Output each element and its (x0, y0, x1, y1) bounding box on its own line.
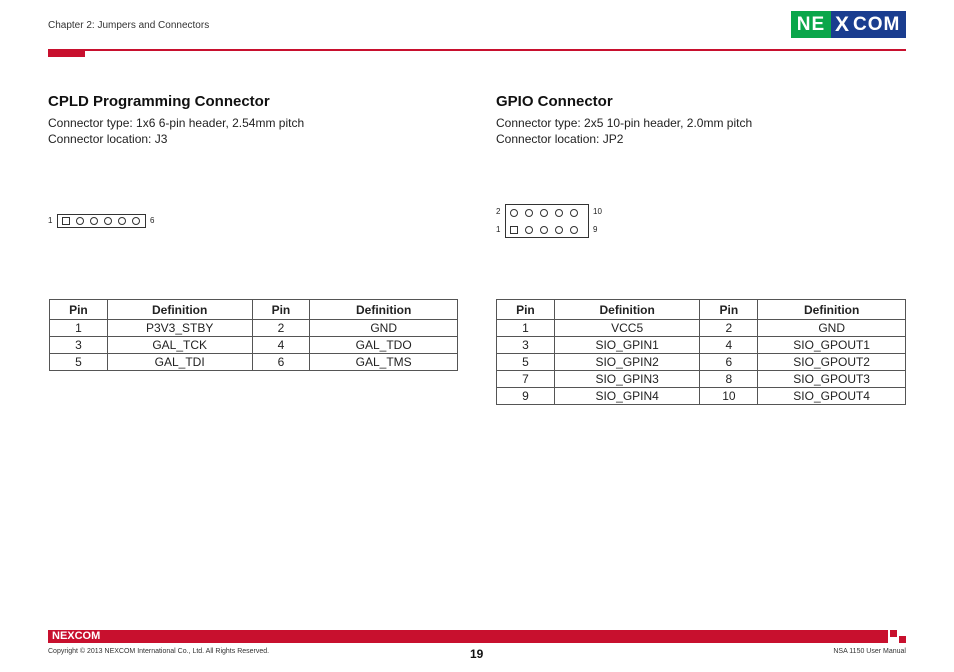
gpio-description (496, 115, 752, 147)
table-cell: 10 (700, 388, 758, 405)
table-header-row (497, 300, 906, 320)
footer-logo: NEXCOM (52, 630, 101, 642)
table-cell: 2 (252, 320, 310, 337)
table-cell: 7 (497, 371, 555, 388)
cpld-pin (90, 217, 98, 225)
cpld-pin (118, 217, 126, 225)
cpld-pin-table (49, 299, 458, 371)
table-cell: SIO_GPIN2 (554, 354, 700, 371)
chapter-title: Chapter 2: Jumpers and Connectors (48, 20, 210, 31)
gpio-pin-table (496, 299, 906, 405)
page-number: 19 (470, 647, 484, 661)
logo-ne: NE (791, 11, 831, 38)
column-header: Pin (50, 300, 108, 320)
gpio-pin (555, 226, 563, 234)
footer-bar (48, 630, 906, 643)
nexcom-logo (791, 11, 906, 38)
table-cell: 4 (700, 337, 758, 354)
table-row (497, 320, 906, 337)
table-row (50, 337, 458, 354)
column-header: Pin (497, 300, 555, 320)
gpio-pin (510, 209, 518, 217)
table-header-row (50, 300, 458, 320)
table-cell: GAL_TDO (310, 337, 458, 354)
column-header: Definition (310, 300, 458, 320)
table-cell: 9 (497, 388, 555, 405)
column-header: Definition (554, 300, 700, 320)
footer-square-icon (899, 636, 906, 643)
gpio-pin-label-2: 2 (496, 207, 501, 216)
table-cell: 5 (50, 354, 108, 371)
table-row (497, 354, 906, 371)
cpld-pin-1 (62, 217, 70, 225)
table-cell: VCC5 (554, 320, 700, 337)
column-header: Pin (700, 300, 758, 320)
table-cell: 1 (50, 320, 108, 337)
gpio-title: GPIO Connector (496, 93, 613, 110)
copyright: Copyright © 2013 NEXCOM International Co., Ltd. All Rights Reserved. (48, 648, 270, 655)
column-header: Definition (107, 300, 252, 320)
cpld-title: CPLD Programming Connector (48, 93, 270, 110)
table-cell: GND (758, 320, 906, 337)
header-rule-accent (48, 49, 85, 57)
table-cell: GND (310, 320, 458, 337)
cpld-location: Connector location: J3 (48, 132, 168, 146)
table-cell: SIO_GPIN3 (554, 371, 700, 388)
table-row (497, 337, 906, 354)
column-header: Pin (252, 300, 310, 320)
gpio-pin-label-1: 1 (496, 225, 501, 234)
table-cell: SIO_GPOUT1 (758, 337, 906, 354)
table-cell: P3V3_STBY (107, 320, 252, 337)
table-cell: 8 (700, 371, 758, 388)
column-header: Definition (758, 300, 906, 320)
table-cell: 5 (497, 354, 555, 371)
table-cell: 3 (50, 337, 108, 354)
gpio-pin (525, 209, 533, 217)
footer-square-icon (890, 630, 897, 637)
cpld-type: Connector type: 1x6 6-pin header, 2.54mm pitch (48, 116, 305, 130)
gpio-pin (570, 209, 578, 217)
cpld-description (48, 115, 304, 147)
cpld-pin (132, 217, 140, 225)
gpio-location: Connector location: JP2 (496, 132, 624, 146)
table-cell: SIO_GPIN1 (554, 337, 700, 354)
table-cell: GAL_TCK (107, 337, 252, 354)
cpld-pin (104, 217, 112, 225)
table-row (50, 354, 458, 371)
gpio-pin (525, 226, 533, 234)
table-row (497, 388, 906, 405)
cpld-pin-label-1: 1 (48, 216, 53, 225)
table-cell: 6 (700, 354, 758, 371)
gpio-pin (540, 226, 548, 234)
logo-com: COM (853, 13, 901, 35)
gpio-pin-label-9: 9 (593, 225, 598, 234)
logo-x: X (834, 12, 849, 36)
gpio-pin (540, 209, 548, 217)
cpld-pin-label-6: 6 (150, 216, 155, 225)
table-cell: SIO_GPOUT4 (758, 388, 906, 405)
table-row (497, 371, 906, 388)
table-cell: GAL_TMS (310, 354, 458, 371)
table-cell: 2 (700, 320, 758, 337)
table-cell: SIO_GPOUT3 (758, 371, 906, 388)
table-cell: GAL_TDI (107, 354, 252, 371)
gpio-type: Connector type: 2x5 10-pin header, 2.0mm pitch (496, 116, 753, 130)
cpld-pin (76, 217, 84, 225)
gpio-pin (555, 209, 563, 217)
table-cell: 3 (497, 337, 555, 354)
header-rule (48, 49, 906, 51)
table-cell: 1 (497, 320, 555, 337)
gpio-pin-1 (510, 226, 518, 234)
gpio-pin-label-10: 10 (593, 207, 602, 216)
table-cell: SIO_GPOUT2 (758, 354, 906, 371)
gpio-pin (570, 226, 578, 234)
table-cell: 6 (252, 354, 310, 371)
table-cell: SIO_GPIN4 (554, 388, 700, 405)
table-cell: 4 (252, 337, 310, 354)
manual-title: NSA 1150 User Manual (833, 648, 906, 655)
table-row (50, 320, 458, 337)
